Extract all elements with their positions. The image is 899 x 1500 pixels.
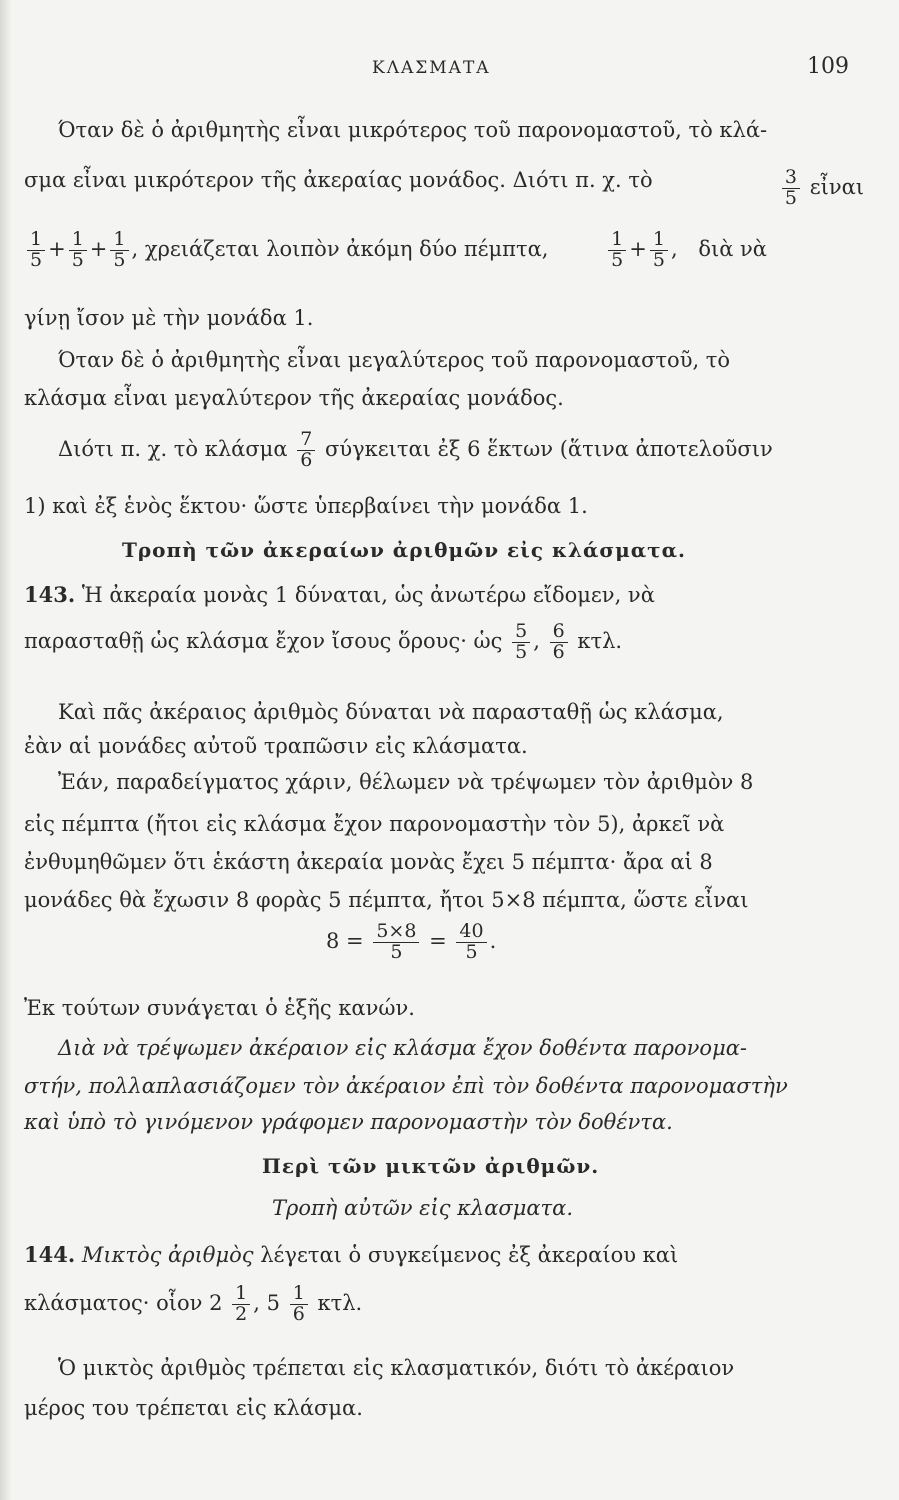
page-edge bbox=[0, 0, 12, 1500]
text-line: γίνῃ ἴσον μὲ τὴν μονάδα 1. bbox=[24, 306, 314, 330]
section-heading: Τροπὴ τῶν ἀκεραίων ἀριθμῶν εἰς κλάσματα. bbox=[122, 538, 686, 562]
text-line: Ἐκ τούτων συνάγεται ὁ ἑξῆς κανών. bbox=[24, 996, 415, 1020]
subheading: Τροπὴ αὐτῶν εἰς κλασματα. bbox=[272, 1196, 574, 1220]
rule-text: καὶ ὑπὸ τὸ γινόμενον γράφομεν παρονομαστὴν τὸν δοθέντα. bbox=[24, 1110, 673, 1134]
equation: 8 = $\frac{5\times 8}{5}$ = $\frac{40}{5}$ . bbox=[326, 920, 497, 963]
text-line: 144. Μικτὸς ἀριθμὸς λέγεται ὁ συγκείμενος ἐξ ἀκεραίου καὶ bbox=[24, 1242, 679, 1267]
rule-text: Διὰ νὰ τρέψωμεν ἀκέραιον εἰς κλάσμα ἔχον δοθέντα παρονομα- bbox=[58, 1036, 747, 1060]
text-line: ἐνθυμηθῶμεν ὅτι ἑκάστη ἀκεραία μονὰς ἔχει 5 πέμπτα· ἄρα αἱ 8 bbox=[24, 850, 713, 874]
text-line: $\frac{1}{5}$ + $\frac{1}{5}$ + $\frac{1}{5}$ , χρειάζεται λοιπὸν ἀκόμη δύο πέμπτα, $\frac{1}{5}$ + $\frac{1}{5}$ , διὰ νὰ bbox=[24, 230, 864, 271]
paragraph-number: 143. bbox=[24, 582, 76, 607]
rule-text: στήν, πολλαπλασιάζομεν τὸν ἀκέραιον ἐπὶ τὸν δοθέντα παρονομαστὴν bbox=[24, 1074, 788, 1098]
paragraph-number: 144. bbox=[24, 1242, 76, 1267]
section-heading: Περὶ τῶν μικτῶν ἀριθμῶν. bbox=[262, 1154, 600, 1178]
text-line: Όταν δὲ ὁ ἀριθμητὴς εἶναι μεγαλύτερος τοῦ παρονομαστοῦ, τὸ bbox=[58, 348, 731, 372]
running-header: ΚΛΑΣΜΑΤΑ bbox=[372, 58, 491, 78]
text-span: σμα εἶναι μικρότερον τῆς ἀκεραίας μονάδος. Διότι π. χ. τὸ bbox=[24, 168, 653, 192]
text-line: Ἐάν, παραδείγματος χάριν, θέλωμεν νὰ τρέψωμεν τὸν ἀριθμὸν 8 bbox=[58, 770, 754, 794]
fraction: $\frac{3}{5}$ bbox=[782, 168, 800, 209]
text-span: $\frac{3}{5}$ εἶναι bbox=[779, 168, 864, 209]
text-line: παρασταθῇ ὡς κλάσμα ἔχον ἴσους ὅρους· ὡς $\frac{5}{5}$ , $\frac{6}{6}$ κτλ. bbox=[24, 620, 623, 663]
text-line: μέρος του τρέπεται εἰς κλάσμα. bbox=[24, 1396, 363, 1420]
text-line: ἐὰν αἱ μονάδες αὐτοῦ τραπῶσιν εἰς κλάσματα. bbox=[24, 734, 528, 758]
text-line: Όταν δὲ ὁ ἀριθμητὴς εἶναι μικρότερος τοῦ παρονομαστοῦ, τὸ κλά- bbox=[58, 118, 768, 142]
page-number: 109 bbox=[807, 54, 849, 79]
text-line: 143. Ἡ ἀκεραία μονὰς 1 δύναται, ὡς ἀνωτέρω εἴδομεν, νὰ bbox=[24, 582, 655, 607]
text-line: 1) καὶ ἐξ ἑνὸς ἕκτου· ὥστε ὑπερβαίνει τὴν μονάδα 1. bbox=[24, 494, 588, 518]
text-line bbox=[24, 168, 864, 209]
text-line: Διότι π. χ. τὸ κλάσμα $\frac{7}{6}$ σύγκειται ἐξ 6 ἕκτων (ἅτινα ἀποτελοῦσιν bbox=[58, 428, 773, 471]
text-line: εἰς πέμπτα (ἤτοι εἰς κλάσμα ἔχον παρονομαστὴν τὸν 5), ἀρκεῖ νὰ bbox=[24, 812, 725, 836]
text-line: Ὁ μικτὸς ἀριθμὸς τρέπεται εἰς κλασματικόν, διότι τὸ ἀκέραιον bbox=[58, 1356, 735, 1380]
text-line: μονάδες θὰ ἔχωσιν 8 φορὰς 5 πέμπτα, ἤτοι 5×8 πέμπτα, ὥστε εἶναι bbox=[24, 888, 749, 912]
text-line: κλάσματος· οἷον 2 $\frac{1}{2}$ , 5 $\frac{1}{6}$ κτλ. bbox=[24, 1282, 363, 1325]
text-line: Καὶ πᾶς ἀκέραιος ἀριθμὸς δύναται νὰ παρασταθῇ ὡς κλάσμα, bbox=[58, 700, 724, 724]
text-line: κλάσμα εἶναι μεγαλύτερον τῆς ἀκεραίας μονάδος. bbox=[24, 386, 564, 410]
